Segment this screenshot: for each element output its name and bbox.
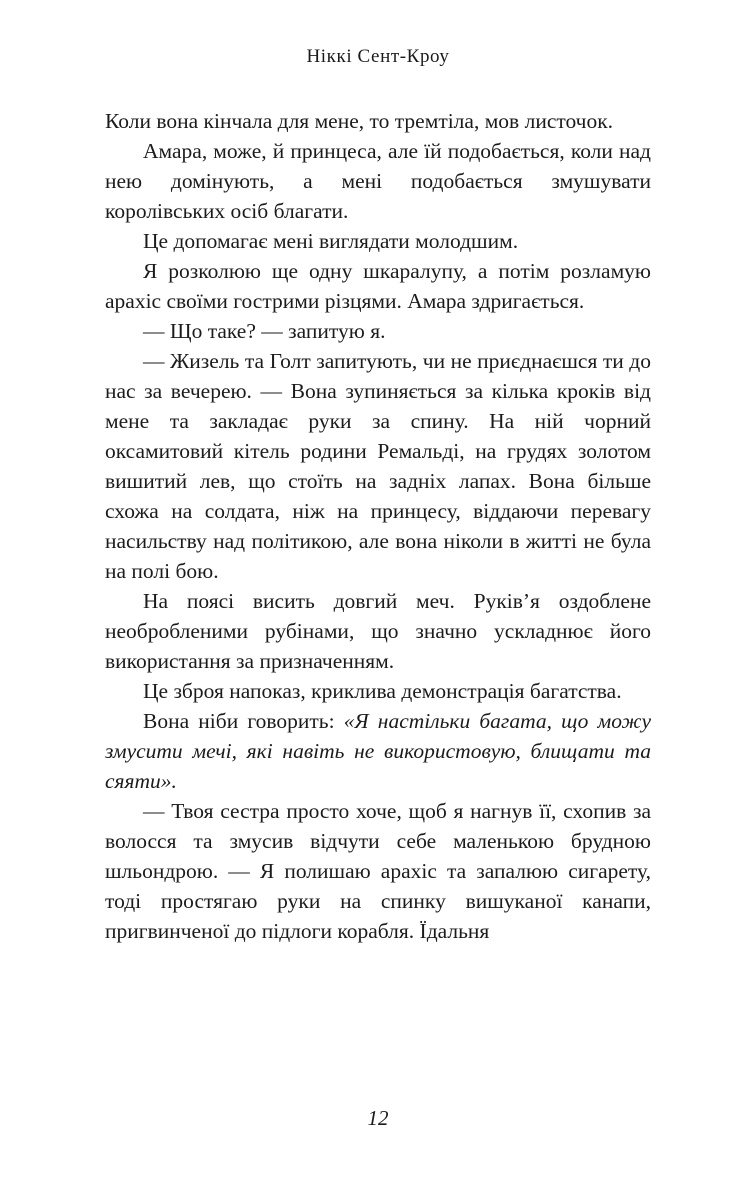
running-header-author: Ніккі Сент-Кроу — [306, 46, 450, 67]
paragraph-run: — Що таке? — запитую я. — [143, 319, 386, 343]
page-number: 12 — [367, 1106, 389, 1130]
paragraph — [105, 796, 651, 946]
paragraph — [105, 676, 651, 706]
paragraph-run: Амара, може, й принцеса, але їй подобається, коли над нею домінують, а мені подобається змушувати королівських осіб благати. — [105, 139, 651, 223]
paragraph — [105, 346, 651, 586]
paragraph — [105, 136, 651, 226]
paragraph-run: — Твоя сестра просто хоче, щоб я нагнув її, схопив за волосся та змусив відчути себе маленькою брудною шльондрою. — Я полишаю арахіс та запалюю сигарету, тоді простягаю руки на спинку вишуканої канапи, пригвинченої до підлоги корабля. Їдальня — [105, 799, 651, 943]
paragraph-run: Це зброя напоказ, криклива демонстрація багатства. — [143, 679, 622, 703]
paragraph-run: Я розколюю ще одну шкаралупу, а потім розламую арахіс своїми гострими різцями. Амара здригається. — [105, 259, 651, 313]
paragraph — [105, 706, 651, 796]
paragraph-run: Коли вона кінчала для мене, то тремтіла, мов листочок. — [105, 109, 614, 133]
paragraph — [105, 226, 651, 256]
paragraph-run: Це допомагає мені виглядати молодшим. — [143, 229, 519, 253]
paragraph-run: Вона ніби говорить: — [143, 709, 344, 733]
paragraph — [105, 316, 651, 346]
body-text — [105, 106, 651, 946]
paragraph-run-italic: «Я настільки багата, що можу змусити мечі, які навіть не використовую, блищати та сяяти». — [105, 709, 652, 793]
paragraph — [105, 256, 651, 316]
paragraph — [105, 106, 651, 136]
paragraph-run: На поясі висить довгий меч. Руків’я оздоблене необробленими рубінами, що значно ускладнює його використання за призначенням. — [105, 589, 651, 673]
paragraph-run: — Жизель та Голт запитують, чи не приєднаєшся ти до нас за вечерею. — Вона зупиняється за кілька кроків від мене та закладає руки за спину. На ній чорний оксамитовий кітель родини Ремальді, на грудях золотом вишитий лев, що стоїть на задніх лапах. Вона більше схожа на солдата, ніж на принцесу, віддаючи перевагу насильству над політикою, але вона ніколи в житті не була на полі бою. — [105, 349, 651, 583]
paragraph — [105, 586, 651, 676]
